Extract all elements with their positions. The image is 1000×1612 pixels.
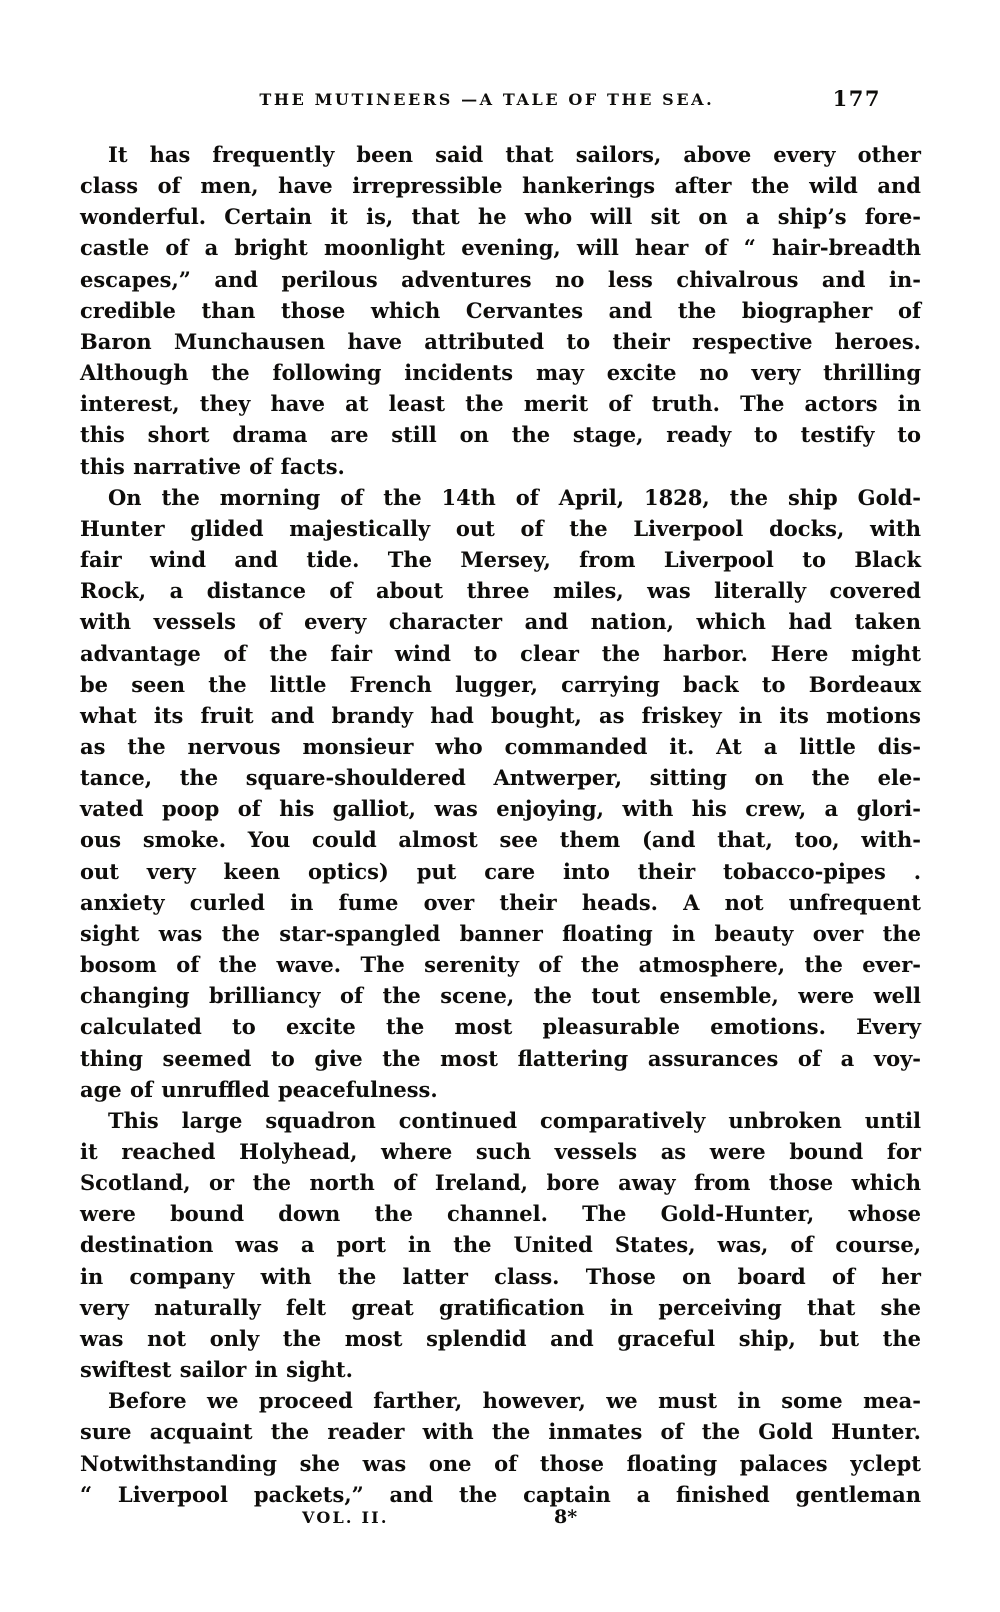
text-line: was not only the most splendid and graceful ship, but the bbox=[80, 1325, 921, 1351]
text-line: castle of a bright moonlight evening, will hear of “ hair-breadth bbox=[80, 235, 921, 261]
text-line: escapes,” and perilous adventures no less chivalrous and in- bbox=[80, 266, 921, 292]
page-number: 177 bbox=[832, 86, 881, 111]
text-line: swiftest sailor in sight. bbox=[80, 1357, 353, 1383]
text-line: fair wind and tide. The Mersey, from Liverpool to Black bbox=[80, 547, 921, 573]
signature-mark: 8* bbox=[554, 1506, 578, 1528]
text-line: Rock, a distance of about three miles, was literally covered bbox=[80, 578, 921, 604]
text-line: very naturally felt great gratification in perceiving that she bbox=[80, 1294, 921, 1320]
text-line: sure acquaint the reader with the inmates of the Gold Hunter. bbox=[80, 1419, 921, 1445]
text-line: tance, the square-shouldered Antwerper, sitting on the ele- bbox=[80, 765, 921, 791]
text-line: This large squadron continued comparatively unbroken until bbox=[108, 1107, 921, 1133]
text-line: Scotland, or the north of Ireland, bore away from those which bbox=[80, 1170, 921, 1196]
text-line: with vessels of every character and nation, which had taken bbox=[80, 609, 921, 635]
text-line: Hunter glided majestically out of the Liverpool docks, with bbox=[80, 515, 921, 541]
text-line: destination was a port in the United States, was, of course, bbox=[80, 1232, 921, 1258]
text-line: what its fruit and brandy had bought, as friskey in its motions bbox=[80, 702, 921, 728]
paragraph bbox=[80, 1105, 921, 1385]
paragraph bbox=[80, 139, 921, 482]
text-line: this narrative of facts. bbox=[80, 453, 345, 479]
text-line: in company with the latter class. Those on board of her bbox=[80, 1263, 921, 1289]
text-line: age of unruffled peacefulness. bbox=[80, 1076, 438, 1102]
text-line: sight was the star-spangled banner floating in beauty over the bbox=[80, 920, 921, 946]
text-line: it reached Holyhead, where such vessels as were bound for bbox=[80, 1139, 921, 1164]
text-line: wonderful. Certain it is, that he who will sit on a ship’s fore- bbox=[80, 204, 921, 230]
text-line: as the nervous monsieur who commanded it. At a little dis- bbox=[80, 733, 921, 759]
text-line: this short drama are still on the stage, ready to testify to bbox=[80, 422, 921, 448]
text-line: “ Liverpool packets,” and the captain a finished gentleman bbox=[80, 1481, 921, 1507]
page-footer bbox=[80, 1506, 921, 1536]
text-line: It has frequently been said that sailors, above every other bbox=[108, 142, 921, 167]
text-line: Baron Munchausen have attributed to their respective heroes. bbox=[80, 328, 921, 354]
text-line: calculated to excite the most pleasurable emotions. Every bbox=[80, 1014, 921, 1040]
text-line: Although the following incidents may excite no very thrilling bbox=[80, 360, 921, 386]
text-line: be seen the little French lugger, carrying back to Bordeaux bbox=[80, 671, 921, 697]
text-line: credible than those which Cervantes and the biographer of bbox=[80, 297, 921, 323]
page-header bbox=[80, 86, 921, 118]
text-line: class of men, have irrepressible hankerings after the wild and bbox=[80, 173, 921, 199]
text-line: vated poop of his galliot, was enjoying, with his crew, a glori- bbox=[80, 796, 921, 822]
text-line: Before we proceed farther, however, we must in some mea- bbox=[108, 1388, 921, 1414]
text-line: bosom of the wave. The serenity of the atmosphere, the ever- bbox=[80, 952, 921, 978]
volume-label: VOL. II. bbox=[302, 1508, 389, 1527]
text-line: ous smoke. You could almost see them (and that, too, with- bbox=[80, 827, 921, 853]
paragraph bbox=[80, 1385, 921, 1510]
text-line: advantage of the fair wind to clear the harbor. Here might bbox=[80, 640, 921, 666]
body-text bbox=[80, 139, 921, 1510]
text-line: Notwithstanding she was one of those floating palaces yclept bbox=[80, 1450, 921, 1476]
text-line: interest, they have at least the merit of truth. The actors in bbox=[80, 391, 921, 417]
text-line: anxiety curled in fume over their heads. A not unfrequent bbox=[80, 889, 921, 915]
text-line: were bound down the channel. The Gold-Hunter, whose bbox=[80, 1201, 921, 1227]
running-title: THE MUTINEERS —A TALE OF THE SEA. bbox=[259, 90, 715, 109]
text-line: On the morning of the 14th of April, 1828, the ship Gold- bbox=[108, 484, 921, 510]
text-line: changing brilliancy of the scene, the tout ensemble, were well bbox=[80, 983, 921, 1009]
text-line: out very keen optics) put care into their tobacco-pipes . bbox=[80, 858, 921, 884]
paragraph bbox=[80, 482, 921, 1105]
text-line: thing seemed to give the most flattering assurances of a voy- bbox=[80, 1045, 921, 1071]
